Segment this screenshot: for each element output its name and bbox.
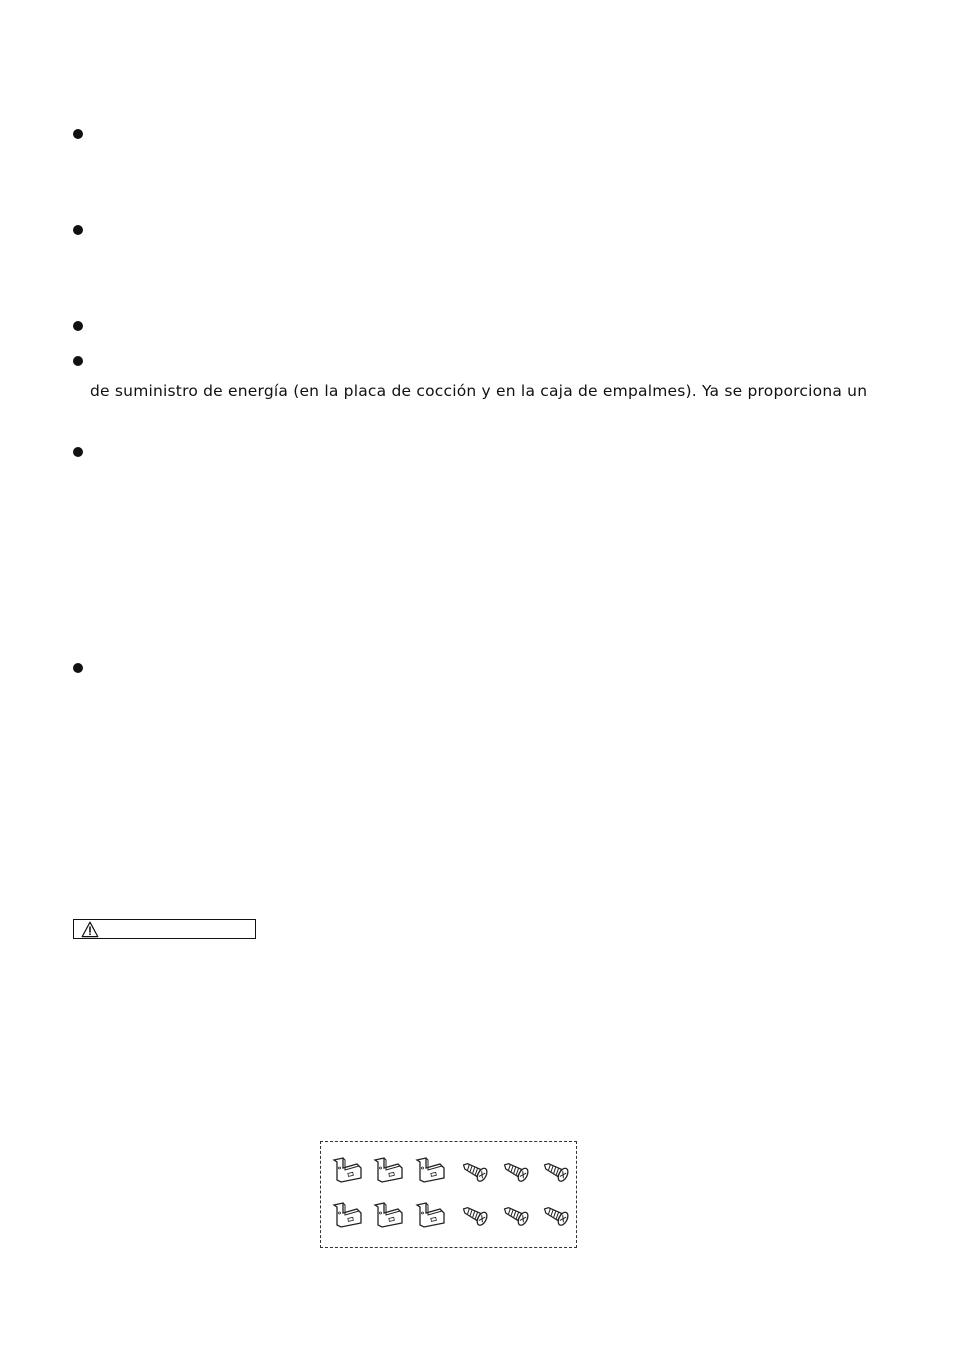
bullet-3 [73, 321, 83, 331]
parts-box [320, 1141, 577, 1248]
bracket-icon [414, 1199, 450, 1231]
bracket-icon [414, 1154, 450, 1186]
screw-icon [457, 1199, 493, 1231]
screw-icon [457, 1155, 493, 1187]
screw-icon [538, 1199, 574, 1231]
screw-icon [498, 1155, 534, 1187]
bullet-2 [73, 225, 83, 235]
bracket-icon [331, 1154, 367, 1186]
bullet-4 [73, 356, 83, 366]
bracket-icon [331, 1199, 367, 1231]
screw-icon [538, 1155, 574, 1187]
warning-triangle-icon [81, 921, 99, 938]
bracket-icon [372, 1154, 408, 1186]
body-text-line: de suministro de energía (en la placa de cocción y en la caja de empalmes). Ya se proporciona un [90, 382, 868, 400]
screw-icon [498, 1199, 534, 1231]
bracket-icon [372, 1199, 408, 1231]
bullet-6 [73, 663, 83, 673]
warning-box [73, 919, 256, 939]
bullet-1 [73, 129, 83, 139]
bullet-5 [73, 447, 83, 457]
